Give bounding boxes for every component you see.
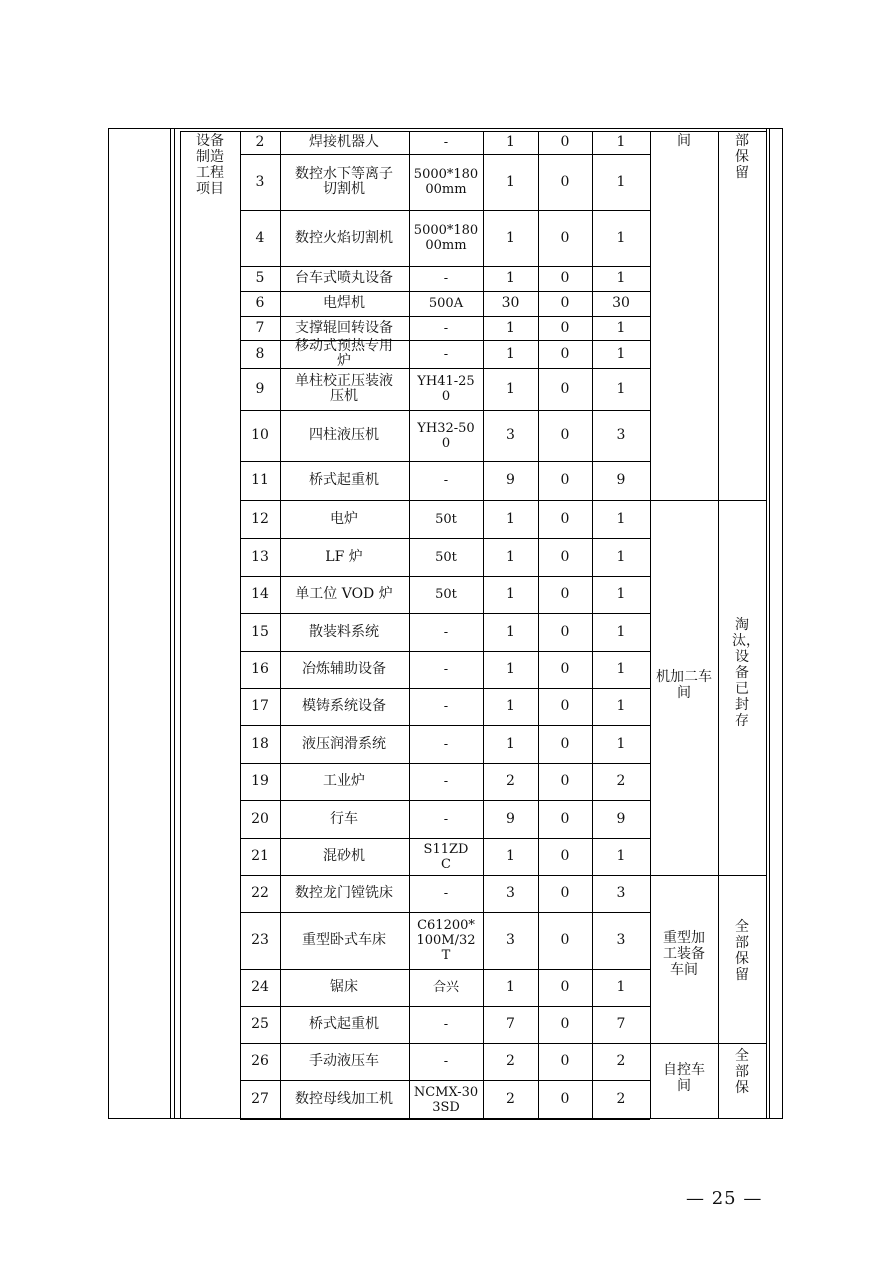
category-line: 项目: [196, 181, 224, 197]
cell-name: 冶炼辅助设备: [302, 661, 386, 677]
cell-spec: YH41-250: [417, 374, 475, 404]
cell-b: 0: [560, 472, 570, 488]
cell-c: 1: [616, 979, 626, 995]
cell-c: 1: [616, 586, 626, 602]
cell-no: 17: [251, 698, 269, 714]
cell-a: 7: [506, 1016, 515, 1032]
cell-a: 1: [506, 134, 515, 150]
group-divider-3: [650, 1043, 766, 1044]
cell-no: 21: [251, 848, 269, 864]
cell-c: 2: [616, 1091, 626, 1107]
cell-name: 数控火焰切割机: [295, 229, 393, 246]
table-left-border: [180, 131, 181, 1119]
cell-b: 0: [560, 698, 570, 714]
cell-name: 电焊机: [323, 295, 365, 311]
cell-c: 1: [616, 698, 626, 714]
cell-no: 15: [251, 623, 269, 640]
col-divider-status: [718, 131, 719, 1119]
cell-spec: 50t: [435, 549, 457, 565]
cell-spec: -: [443, 1054, 449, 1069]
workshop-label: 自控车间: [663, 1062, 705, 1094]
cell-spec: -: [443, 774, 449, 789]
cell-c: 1: [616, 319, 626, 336]
cell-c: 1: [616, 848, 626, 864]
cell-b: 0: [560, 848, 570, 864]
left-margin-line-inner: [174, 128, 175, 1119]
cell-b: 0: [560, 1091, 570, 1107]
category-label: [183, 133, 237, 197]
cell-spec: -: [443, 811, 449, 827]
cell-a: 2: [506, 1053, 515, 1069]
cell-b: 0: [560, 134, 570, 150]
cell-c: 9: [616, 810, 626, 827]
cell-b: 0: [560, 548, 570, 565]
group-divider-1: [650, 500, 766, 501]
category-line: 制造: [196, 149, 224, 165]
workshop-label: 间: [677, 133, 691, 149]
cell-c: 3: [616, 932, 626, 948]
cell-c: 1: [616, 173, 626, 190]
cell-c: 1: [616, 623, 626, 640]
cell-b: 0: [560, 810, 570, 827]
cell-spec: -: [443, 1017, 449, 1032]
cell-name: 数控龙门镗铣床: [295, 885, 393, 901]
cell-a: 1: [506, 623, 515, 640]
cell-c: 1: [616, 270, 626, 286]
cell-spec: -: [443, 346, 449, 362]
cell-a: 1: [506, 173, 515, 190]
cell-spec: 50t: [435, 511, 457, 527]
cell-a: 1: [506, 698, 515, 714]
col-divider-c: [592, 131, 593, 1119]
cell-c: 1: [616, 735, 626, 752]
cell-spec: C61200*100M/32T: [416, 918, 476, 963]
workshop-label: 重型加工装备车间: [663, 930, 705, 978]
cell-b: 0: [560, 1016, 570, 1032]
cell-a: 1: [506, 510, 515, 527]
cell-no: 18: [251, 735, 269, 752]
cell-spec: -: [443, 624, 449, 640]
cell-a: 2: [506, 773, 515, 789]
status-label: 淘汰，设备已封存: [732, 617, 760, 729]
cell-spec: -: [443, 699, 449, 714]
cell-spec: -: [443, 473, 449, 488]
cell-c: 1: [616, 661, 626, 677]
cell-name: LF 炉: [325, 548, 363, 565]
cell-a: 1: [506, 979, 515, 995]
cell-c: 2: [616, 773, 626, 789]
cell-name: 单柱校正压装液压机: [295, 373, 393, 404]
cell-name: 台车式喷丸设备: [295, 270, 393, 286]
cell-c: 3: [616, 427, 626, 443]
col-divider-a: [483, 131, 484, 1119]
cell-name: 四柱液压机: [309, 427, 379, 443]
cell-b: 0: [560, 295, 570, 311]
cell-a: 2: [506, 1091, 515, 1107]
cell-name: 液压润滑系统: [302, 735, 386, 752]
cell-c: 2: [616, 1053, 626, 1069]
cell-b: 0: [560, 623, 570, 640]
cell-no: 22: [251, 885, 269, 901]
cell-name: 桥式起重机: [309, 1016, 379, 1032]
cell-no: 27: [251, 1091, 269, 1107]
cell-b: 0: [560, 932, 570, 948]
status-label: 全部保留: [735, 919, 749, 983]
cell-a: 1: [506, 270, 515, 286]
cell-spec: NCMX-303SD: [413, 1084, 479, 1115]
cell-c: 1: [616, 510, 626, 527]
cell-a: 1: [506, 735, 515, 752]
cell-no: 14: [251, 586, 269, 602]
cell-spec: -: [443, 886, 449, 901]
cell-no: 25: [251, 1016, 269, 1032]
cell-b: 0: [560, 427, 570, 443]
col-divider-b: [538, 131, 539, 1119]
col-divider-spec: [409, 131, 410, 1119]
cell-a: 1: [506, 319, 515, 336]
cell-a: 1: [506, 380, 515, 397]
cell-spec: -: [443, 662, 449, 677]
cell-b: 0: [560, 586, 570, 602]
cell-no: 2: [255, 134, 265, 150]
cell-b: 0: [560, 229, 570, 246]
cell-name: 单工位 VOD 炉: [295, 586, 393, 602]
cell-no: 8: [255, 345, 265, 362]
cell-b: 0: [560, 270, 570, 286]
cell-name: 电炉: [330, 510, 358, 527]
cell-no: 6: [255, 295, 265, 311]
cell-spec: -: [443, 271, 449, 286]
group-divider-2: [650, 875, 766, 876]
cell-no: 23: [251, 932, 269, 948]
cell-a: 1: [506, 848, 515, 864]
cell-no: 5: [255, 270, 265, 286]
cell-c: 7: [616, 1016, 626, 1032]
cell-b: 0: [560, 661, 570, 677]
cell-c: 1: [616, 380, 626, 397]
cell-no: 16: [251, 661, 269, 677]
cell-c: 3: [616, 885, 626, 901]
cell-name: 模铸系统设备: [302, 698, 386, 714]
cell-spec: 500A: [428, 296, 464, 311]
cell-b: 0: [560, 173, 570, 190]
left-margin-line: [170, 128, 171, 1119]
cell-name: 行车: [330, 810, 358, 827]
cell-no: 20: [251, 810, 269, 827]
cell-name: 工业炉: [323, 773, 365, 789]
cell-a: 1: [506, 661, 515, 677]
cell-name: 支撑辊回转设备: [295, 319, 393, 336]
row-divider: [240, 1119, 650, 1120]
cell-no: 7: [255, 319, 265, 336]
col-divider-workshop: [650, 131, 651, 1119]
cell-no: 11: [251, 472, 269, 488]
cell-b: 0: [560, 735, 570, 752]
cell-b: 0: [560, 773, 570, 789]
cell-spec: 合兴: [432, 980, 459, 995]
cell-spec: 5000*18000mm: [413, 167, 479, 197]
cell-b: 0: [560, 510, 570, 527]
cell-b: 0: [560, 319, 570, 336]
cell-spec: -: [443, 320, 449, 336]
cell-no: 12: [251, 510, 269, 527]
cell-b: 0: [560, 979, 570, 995]
cell-no: 19: [251, 773, 269, 789]
cell-no: 10: [251, 427, 269, 443]
cell-c: 30: [612, 295, 630, 311]
cell-b: 0: [560, 885, 570, 901]
cell-a: 9: [506, 472, 515, 488]
col-divider-no: [240, 131, 241, 1119]
right-margin-line: [766, 128, 767, 1119]
cell-name: 重型卧式车床: [302, 932, 386, 948]
cell-name: 桥式起重机: [309, 472, 379, 488]
cell-spec: -: [443, 135, 449, 150]
cell-c: 1: [616, 548, 626, 565]
cell-name: 数控母线加工机: [295, 1091, 393, 1107]
category-line: 工程: [196, 165, 224, 181]
cell-spec: YH32-500: [417, 420, 475, 451]
cell-no: 24: [251, 979, 269, 995]
cell-name: 数控水下等离子切割机: [295, 166, 393, 197]
cell-name: 散装料系统: [309, 623, 379, 640]
cell-name: 焊接机器人: [309, 134, 379, 150]
cell-b: 0: [560, 380, 570, 397]
cell-no: 3: [255, 173, 265, 190]
cell-a: 1: [506, 586, 515, 602]
cell-no: 9: [255, 380, 265, 397]
right-margin-line-inner: [769, 128, 770, 1119]
cell-a: 1: [506, 548, 515, 565]
cell-a: 9: [506, 810, 515, 827]
cell-b: 0: [560, 1053, 570, 1069]
cell-c: 1: [616, 345, 626, 362]
cell-c: 1: [616, 229, 626, 246]
cell-no: 26: [251, 1053, 269, 1069]
col-divider-name: [280, 131, 281, 1119]
category-line: 设备: [196, 133, 224, 149]
cell-b: 0: [560, 345, 570, 362]
cell-a: 3: [506, 932, 515, 948]
cell-spec: 50t: [435, 587, 457, 602]
status-label: 全部保: [735, 1048, 749, 1096]
cell-a: 1: [506, 345, 515, 362]
cell-spec: S11ZDC: [423, 841, 469, 872]
cell-name: 锯床: [330, 979, 358, 995]
cell-a: 3: [506, 885, 515, 901]
cell-spec: 5000*18000mm: [413, 223, 479, 253]
cell-c: 9: [616, 472, 626, 488]
page-number: — 25 —: [686, 1188, 763, 1209]
cell-spec: -: [443, 736, 449, 752]
cell-name: 手动液压车: [309, 1053, 379, 1069]
cell-a: 3: [506, 427, 515, 443]
cell-name: 混砂机: [323, 848, 365, 864]
status-label: 部保留: [735, 133, 749, 181]
cell-name: 移动式预热专用炉: [295, 338, 393, 369]
cell-a: 1: [506, 229, 515, 246]
cell-no: 13: [251, 548, 269, 565]
cell-c: 1: [616, 134, 626, 150]
workshop-label: 机加二车间: [656, 669, 712, 701]
cell-no: 4: [255, 229, 265, 246]
cell-a: 30: [501, 295, 520, 311]
